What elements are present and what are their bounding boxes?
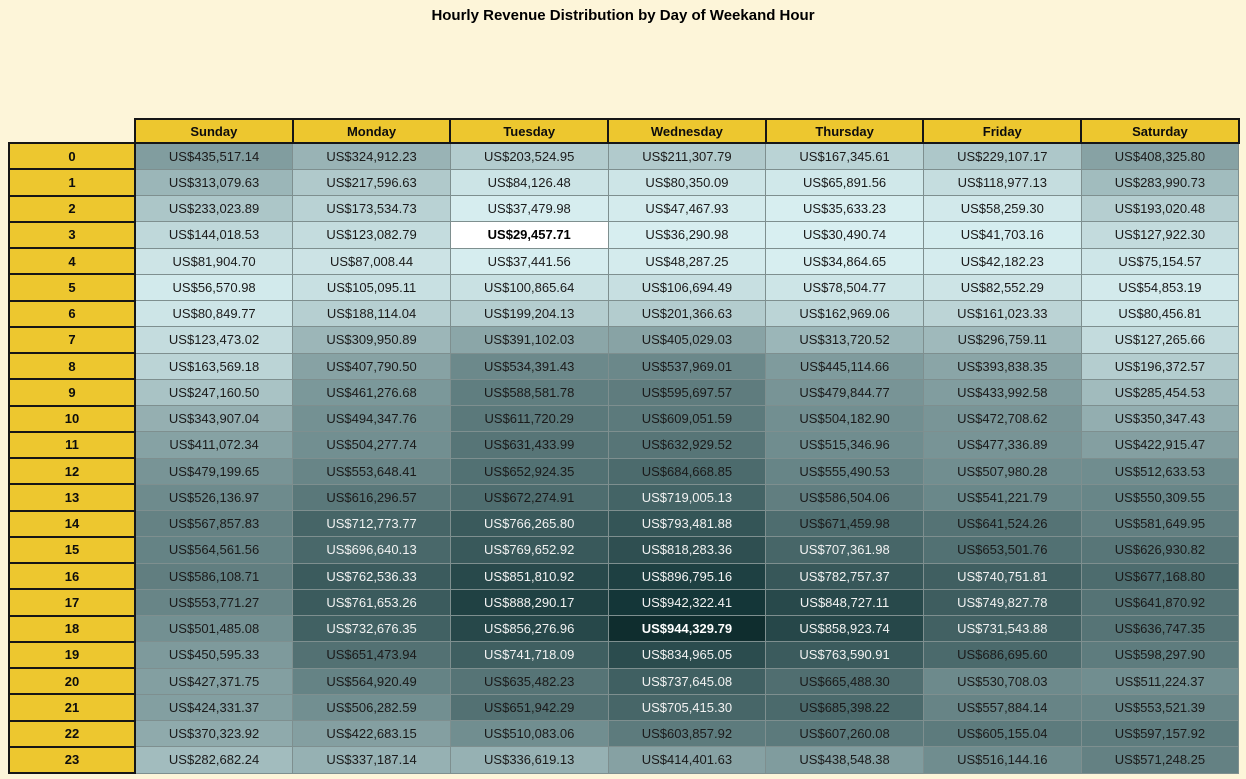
heatmap-cell: US$144,018.53 [135,222,293,248]
row-header-hour-12: 12 [9,458,135,484]
heatmap-cell: US$82,552.29 [923,274,1081,300]
heatmap-cell: US$856,276.96 [450,616,608,642]
row-header-hour-15: 15 [9,537,135,563]
heatmap-cell: US$37,479.98 [450,196,608,222]
heatmap-cell: US$127,265.66 [1081,327,1239,353]
heatmap-cell: US$632,929.52 [608,432,766,458]
heatmap-cell: US$199,204.13 [450,301,608,327]
heatmap-cell: US$635,482.23 [450,668,608,694]
heatmap-cell: US$105,095.11 [293,274,451,300]
heatmap-cell: US$511,224.37 [1081,668,1239,694]
heatmap-cell: US$769,652.92 [450,537,608,563]
table-row [9,458,1239,484]
heatmap-cell: US$603,857.92 [608,721,766,747]
row-header-hour-7: 7 [9,327,135,353]
heatmap-cell: US$510,083.06 [450,721,608,747]
row-header-hour-13: 13 [9,484,135,510]
table-row [9,616,1239,642]
heatmap-cell: US$435,517.14 [135,143,293,169]
heatmap-cell: US$616,296.57 [293,484,451,510]
column-header-monday: Monday [293,119,451,143]
row-header-hour-1: 1 [9,169,135,195]
heatmap-cell: US$761,653.26 [293,589,451,615]
heatmap-cell: US$550,309.55 [1081,484,1239,510]
heatmap-cell: US$100,865.64 [450,274,608,300]
heatmap-cell: US$229,107.17 [923,143,1081,169]
heatmap-cell: US$127,922.30 [1081,222,1239,248]
heatmap-cell: US$391,102.03 [450,327,608,353]
heatmap-cell: US$696,640.13 [293,537,451,563]
heatmap-cell: US$56,570.98 [135,274,293,300]
row-header-hour-22: 22 [9,721,135,747]
row-header-hour-8: 8 [9,353,135,379]
table-row [9,668,1239,694]
row-header-hour-11: 11 [9,432,135,458]
table-row [9,747,1239,773]
heatmap-cell: US$571,248.25 [1081,747,1239,773]
table-row [9,432,1239,458]
table-row [9,589,1239,615]
heatmap-cell: US$605,155.04 [923,721,1081,747]
heatmap-cell: US$324,912.23 [293,143,451,169]
heatmap-cell: US$47,467.93 [608,196,766,222]
row-header-hour-21: 21 [9,694,135,720]
row-header-hour-4: 4 [9,248,135,274]
heatmap-cell: US$611,720.29 [450,406,608,432]
heatmap-cell: US$393,838.35 [923,353,1081,379]
page-title: Hourly Revenue Distribution by Day of Weekand Hour [431,7,815,24]
heatmap-cell: US$537,969.01 [608,353,766,379]
table-row [9,379,1239,405]
heatmap-cell: US$586,108.71 [135,563,293,589]
heatmap-cell: US$479,844.77 [766,379,924,405]
heatmap-cell: US$737,645.08 [608,668,766,694]
heatmap-cell: US$35,633.23 [766,196,924,222]
heatmap-cell: US$350,347.43 [1081,406,1239,432]
heatmap-cell: US$766,265.80 [450,511,608,537]
heatmap-body [9,143,1239,773]
heatmap-cell: US$36,290.98 [608,222,766,248]
heatmap-cell: US$161,023.33 [923,301,1081,327]
heatmap-cell: US$211,307.79 [608,143,766,169]
heatmap-cell: US$48,287.25 [608,248,766,274]
heatmap-cell: US$564,561.56 [135,537,293,563]
heatmap-cell: US$30,490.74 [766,222,924,248]
heatmap-cell: US$652,924.35 [450,458,608,484]
heatmap-cell: US$762,536.33 [293,563,451,589]
table-row [9,537,1239,563]
heatmap-cell: US$607,260.08 [766,721,924,747]
heatmap-cell: US$422,915.47 [1081,432,1239,458]
heatmap-cell: US$433,992.58 [923,379,1081,405]
table-row [9,222,1239,248]
heatmap-cell: US$944,329.79 [608,616,766,642]
corner-cell [9,119,135,143]
column-header-tuesday: Tuesday [450,119,608,143]
heatmap-cell: US$555,490.53 [766,458,924,484]
heatmap-cell: US$408,325.80 [1081,143,1239,169]
row-header-hour-19: 19 [9,642,135,668]
heatmap-cell: US$588,581.78 [450,379,608,405]
heatmap-cell: US$793,481.88 [608,511,766,537]
table-row [9,143,1239,169]
heatmap-cell: US$54,853.19 [1081,274,1239,300]
heatmap-cell: US$677,168.80 [1081,563,1239,589]
heatmap-cell: US$309,950.89 [293,327,451,353]
heatmap-cell: US$343,907.04 [135,406,293,432]
heatmap-cell: US$530,708.03 [923,668,1081,694]
heatmap-cell: US$665,488.30 [766,668,924,694]
heatmap-cell: US$896,795.16 [608,563,766,589]
heatmap-cell: US$741,718.09 [450,642,608,668]
heatmap-cell: US$233,023.89 [135,196,293,222]
heatmap-cell: US$564,920.49 [293,668,451,694]
heatmap-cell: US$712,773.77 [293,511,451,537]
heatmap-cell: US$80,456.81 [1081,301,1239,327]
row-header-hour-17: 17 [9,589,135,615]
table-row [9,169,1239,195]
heatmap-cell: US$414,401.63 [608,747,766,773]
heatmap-cell: US$427,371.75 [135,668,293,694]
heatmap-cell: US$731,543.88 [923,616,1081,642]
heatmap-cell: US$685,398.22 [766,694,924,720]
heatmap-cell: US$888,290.17 [450,589,608,615]
heatmap-cell: US$740,751.81 [923,563,1081,589]
heatmap-cell: US$424,331.37 [135,694,293,720]
table-row [9,301,1239,327]
heatmap-cell: US$188,114.04 [293,301,451,327]
heatmap-cell: US$78,504.77 [766,274,924,300]
table-row [9,642,1239,668]
heatmap-cell: US$818,283.36 [608,537,766,563]
row-header-hour-5: 5 [9,274,135,300]
row-header-hour-18: 18 [9,616,135,642]
header-row [9,119,1239,143]
heatmap-cell: US$217,596.63 [293,169,451,195]
heatmap-cell: US$34,864.65 [766,248,924,274]
heatmap-cell: US$553,771.27 [135,589,293,615]
heatmap-cell: US$445,114.66 [766,353,924,379]
heatmap-cell: US$336,619.13 [450,747,608,773]
heatmap-cell: US$507,980.28 [923,458,1081,484]
heatmap-cell: US$597,157.92 [1081,721,1239,747]
column-header-sunday: Sunday [135,119,293,143]
heatmap-cell: US$516,144.16 [923,747,1081,773]
heatmap-cell: US$686,695.60 [923,642,1081,668]
heatmap-cell: US$247,160.50 [135,379,293,405]
heatmap-cell: US$285,454.53 [1081,379,1239,405]
heatmap-cell: US$123,082.79 [293,222,451,248]
heatmap-cell: US$167,345.61 [766,143,924,169]
heatmap-cell: US$163,569.18 [135,353,293,379]
heatmap-cell: US$65,891.56 [766,169,924,195]
heatmap-cell: US$707,361.98 [766,537,924,563]
heatmap-cell: US$282,682.24 [135,747,293,773]
heatmap-cell: US$477,336.89 [923,432,1081,458]
heatmap-cell: US$504,182.90 [766,406,924,432]
heatmap-cell: US$512,633.53 [1081,458,1239,484]
heatmap-cell: US$534,391.43 [450,353,608,379]
heatmap-cell: US$609,051.59 [608,406,766,432]
heatmap-cell: US$626,930.82 [1081,537,1239,563]
heatmap-cell: US$80,849.77 [135,301,293,327]
heatmap-cell: US$671,459.98 [766,511,924,537]
heatmap-cell: US$450,595.33 [135,642,293,668]
table-row [9,721,1239,747]
column-header-wednesday: Wednesday [608,119,766,143]
heatmap-cell: US$504,277.74 [293,432,451,458]
heatmap-cell: US$80,350.09 [608,169,766,195]
heatmap-cell: US$705,415.30 [608,694,766,720]
heatmap-cell: US$631,433.99 [450,432,608,458]
heatmap-cell: US$87,008.44 [293,248,451,274]
heatmap-cell: US$942,322.41 [608,589,766,615]
heatmap-cell: US$553,648.41 [293,458,451,484]
heatmap-cell: US$501,485.08 [135,616,293,642]
heatmap-cell: US$370,323.92 [135,721,293,747]
heatmap-cell: US$851,810.92 [450,563,608,589]
heatmap-cell: US$461,276.68 [293,379,451,405]
heatmap-cell: US$313,720.52 [766,327,924,353]
heatmap-cell: US$438,548.38 [766,747,924,773]
row-header-hour-2: 2 [9,196,135,222]
table-row [9,353,1239,379]
heatmap-cell: US$203,524.95 [450,143,608,169]
heatmap-cell: US$848,727.11 [766,589,924,615]
heatmap-cell: US$858,923.74 [766,616,924,642]
heatmap-cell: US$422,683.15 [293,721,451,747]
heatmap-cell: US$598,297.90 [1081,642,1239,668]
heatmap-cell: US$106,694.49 [608,274,766,300]
heatmap-cell: US$541,221.79 [923,484,1081,510]
heatmap-cell: US$42,182.23 [923,248,1081,274]
heatmap-cell: US$29,457.71 [450,222,608,248]
heatmap-cell: US$763,590.91 [766,642,924,668]
table-row [9,694,1239,720]
heatmap-cell: US$84,126.48 [450,169,608,195]
heatmap-cell: US$201,366.63 [608,301,766,327]
heatmap-cell: US$405,029.03 [608,327,766,353]
heatmap-cell: US$595,697.57 [608,379,766,405]
heatmap-cell: US$411,072.34 [135,432,293,458]
heatmap-cell: US$641,870.92 [1081,589,1239,615]
heatmap-cell: US$651,942.29 [450,694,608,720]
table-row [9,327,1239,353]
heatmap-cell: US$296,759.11 [923,327,1081,353]
revenue-heatmap-table [8,118,1240,774]
row-header-hour-3: 3 [9,222,135,248]
row-header-hour-14: 14 [9,511,135,537]
heatmap-cell: US$526,136.97 [135,484,293,510]
row-header-hour-6: 6 [9,301,135,327]
heatmap-cell: US$75,154.57 [1081,248,1239,274]
row-header-hour-10: 10 [9,406,135,432]
row-header-hour-20: 20 [9,668,135,694]
table-row [9,511,1239,537]
heatmap-cell: US$553,521.39 [1081,694,1239,720]
heatmap-cell: US$58,259.30 [923,196,1081,222]
heatmap-cell: US$313,079.63 [135,169,293,195]
heatmap-cell: US$651,473.94 [293,642,451,668]
heatmap-cell: US$834,965.05 [608,642,766,668]
row-header-hour-16: 16 [9,563,135,589]
row-header-hour-0: 0 [9,143,135,169]
heatmap-header [9,119,1239,143]
heatmap-cell: US$732,676.35 [293,616,451,642]
column-header-thursday: Thursday [766,119,924,143]
heatmap-cell: US$193,020.48 [1081,196,1239,222]
heatmap-cell: US$479,199.65 [135,458,293,484]
heatmap-cell: US$636,747.35 [1081,616,1239,642]
heatmap-cell: US$586,504.06 [766,484,924,510]
row-header-hour-23: 23 [9,747,135,773]
heatmap-cell: US$506,282.59 [293,694,451,720]
table-row [9,406,1239,432]
heatmap-cell: US$81,904.70 [135,248,293,274]
heatmap-cell: US$494,347.76 [293,406,451,432]
heatmap-cell: US$719,005.13 [608,484,766,510]
heatmap-cell: US$41,703.16 [923,222,1081,248]
heatmap-cell: US$196,372.57 [1081,353,1239,379]
column-header-saturday: Saturday [1081,119,1239,143]
heatmap-cell: US$123,473.02 [135,327,293,353]
heatmap-cell: US$118,977.13 [923,169,1081,195]
heatmap-cell: US$653,501.76 [923,537,1081,563]
heatmap-cell: US$684,668.85 [608,458,766,484]
table-row [9,563,1239,589]
heatmap-cell: US$173,534.73 [293,196,451,222]
table-row [9,196,1239,222]
heatmap-cell: US$567,857.83 [135,511,293,537]
row-header-hour-9: 9 [9,379,135,405]
heatmap-cell: US$337,187.14 [293,747,451,773]
table-row [9,274,1239,300]
heatmap-cell: US$283,990.73 [1081,169,1239,195]
heatmap-cell: US$782,757.37 [766,563,924,589]
heatmap-cell: US$557,884.14 [923,694,1081,720]
heatmap-cell: US$515,346.96 [766,432,924,458]
heatmap-cell: US$672,274.91 [450,484,608,510]
heatmap-cell: US$407,790.50 [293,353,451,379]
table-row [9,484,1239,510]
heatmap-cell: US$749,827.78 [923,589,1081,615]
heatmap-cell: US$472,708.62 [923,406,1081,432]
heatmap-cell: US$162,969.06 [766,301,924,327]
heatmap-cell: US$641,524.26 [923,511,1081,537]
column-header-friday: Friday [923,119,1081,143]
heatmap-cell: US$581,649.95 [1081,511,1239,537]
table-row [9,248,1239,274]
heatmap-cell: US$37,441.56 [450,248,608,274]
